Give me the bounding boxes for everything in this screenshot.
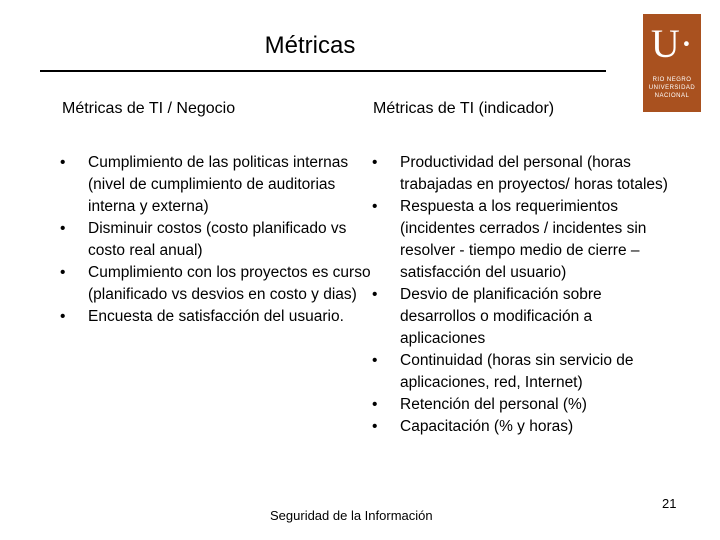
list-item-text: Continuidad (horas sin servicio de aplicaciones, red, Internet): [400, 352, 634, 391]
bullet-icon: •: [372, 154, 378, 171]
list-item-text: Disminuir costos (costo planificado vs costo real anual): [88, 220, 347, 259]
list-item: [372, 152, 677, 196]
list-item-text: Encuesta de satisfacción del usuario.: [88, 308, 344, 325]
bullet-icon: •: [372, 198, 378, 215]
logo-mark: U·: [650, 21, 694, 66]
bullet-icon: •: [372, 352, 378, 369]
list-item: [60, 152, 372, 218]
list-item-text: Cumplimiento de las politicas internas (nivel de cumplimiento de auditorias interna y externa): [88, 154, 349, 215]
list-item: [372, 284, 677, 350]
list-item: [372, 394, 677, 416]
logo-line-3: NACIONAL: [654, 93, 690, 99]
logo-line-2: UNIVERSIDAD: [648, 85, 696, 91]
list-item: [372, 350, 677, 394]
slide-title: Métricas: [264, 32, 356, 59]
list-item: [372, 196, 677, 284]
logo-text: [643, 76, 701, 100]
list-item-text: Cumplimiento con los proyectos es curso (planificado vs desvios en costo y dias): [88, 264, 371, 303]
list-item-text: Productividad del personal (horas trabajadas en proyectos/ horas totales): [400, 154, 668, 193]
list-item: [60, 218, 372, 262]
page-number: 21: [662, 496, 677, 511]
right-column-heading: Métricas de TI (indicador): [373, 100, 555, 117]
list-item-text: Respuesta a los requerimientos (incidentes cerrados / incidentes sin resolver - tiempo medio de cierre – satisfacción del usuario): [400, 198, 647, 281]
list-item: [60, 262, 372, 306]
list-item: [372, 416, 677, 438]
list-item-text: Retención del personal (%): [400, 396, 587, 413]
bullet-icon: •: [372, 286, 378, 303]
bullet-icon: •: [60, 308, 66, 325]
university-logo: [643, 14, 701, 112]
bullet-icon: •: [372, 418, 378, 435]
bullet-icon: •: [60, 154, 66, 171]
title-underline: [40, 70, 606, 72]
bullet-icon: •: [60, 220, 66, 237]
list-item-text: Desvio de planificación sobre desarrollos o modificación a aplicaciones: [400, 286, 602, 347]
slide-footer: Seguridad de la Información: [270, 508, 433, 523]
left-bullet-list: [60, 152, 372, 328]
bullet-icon: •: [60, 264, 66, 281]
bullet-icon: •: [372, 396, 378, 413]
left-column-heading: Métricas de TI / Negocio: [62, 100, 236, 117]
list-item-text: Capacitación (% y horas): [400, 418, 574, 435]
list-item: [60, 306, 372, 328]
right-bullet-list: [372, 152, 677, 438]
logo-line-1: RIO NEGRO: [652, 77, 692, 83]
